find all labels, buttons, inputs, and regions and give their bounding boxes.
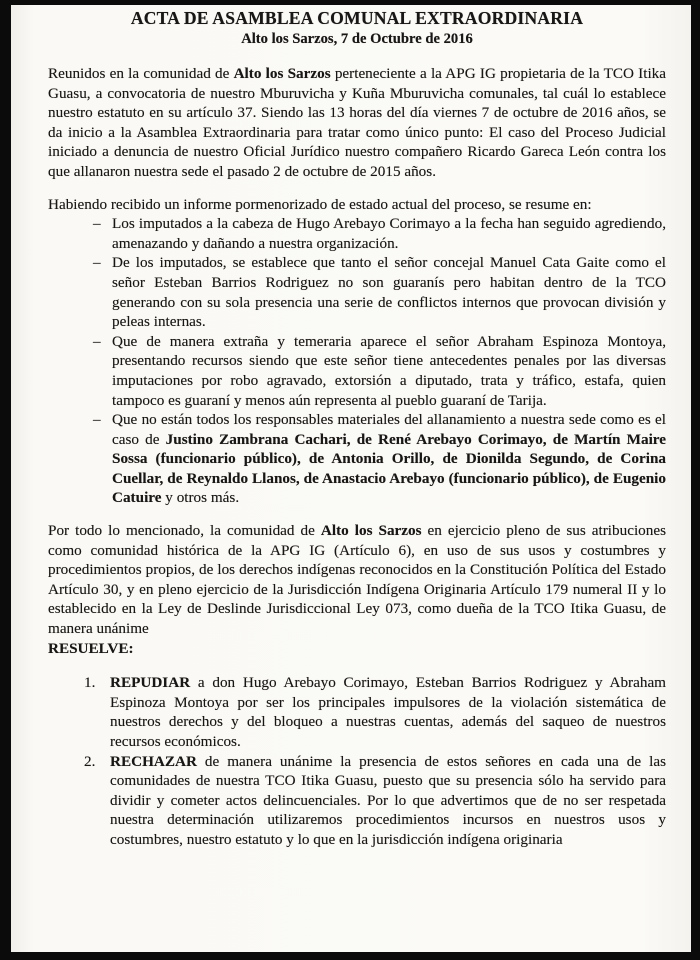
bullet-text [112, 214, 666, 253]
dash-bullet: – [93, 411, 101, 429]
scan-edge-left [0, 0, 11, 960]
paragraph-por-todo [48, 521, 666, 639]
dash-bullet: – [93, 254, 101, 272]
text-run: Justino Zambrana Cachari, de René Arebayo Corimayo, de Martín Maire Sossa (funcionario público), de Antonia Orillo, de Dionilda Segundo, de Corina Cuellar, de Reynaldo Llanos, de Anastacio Arebayo (funcionario público), de Eugenio Catuire [112, 430, 666, 507]
resolutions-list [48, 673, 666, 849]
document-subtitle: Alto los Sarzos, 7 de Octubre de 2016 [241, 31, 473, 47]
paragraph-intro [48, 64, 666, 182]
dash-bullet: – [93, 215, 101, 233]
text-run: Los imputados a la cabeza de Hugo Arebayo Corimayo a la fecha han seguido agrediendo, amenazando y dañando a nuestra organización. [112, 215, 666, 252]
scan-edge-bottom [0, 952, 700, 960]
text-run: RESUELVE: [48, 639, 134, 657]
paragraph-resuelve [48, 639, 666, 659]
text-run: de manera unánime la presencia de estos señores en cada una de las comunidades de nuestra TCO Itika Guasu, puesto que su presencia sólo ha servido para dividir y cometer actos delincuenciales. Por lo que advertimos que de no ser respetada nuestra determinación utilizaremos procedimientos incursos en nuestros usos y costumbres, nuestro estatuto y lo que en la jurisdicción indígena originaria [110, 752, 666, 848]
item-text [110, 752, 666, 850]
document-body [48, 64, 666, 850]
document-content [48, 8, 666, 950]
text-run: Por todo lo mencionado, la comunidad de [48, 522, 321, 540]
numbered-item [48, 752, 666, 850]
text-run: REPUDIAR [110, 674, 191, 692]
bullet-item [48, 253, 666, 331]
bullet-item [48, 332, 666, 410]
item-number: 2. [84, 752, 96, 770]
bullet-text [112, 253, 666, 331]
document-title: ACTA DE ASAMBLEA COMUNAL EXTRAORDINARIA [130, 8, 584, 28]
scan-edge-top [0, 0, 700, 5]
bullet-text [112, 332, 666, 410]
text-run: Que de manera extraña y temeraria aparece el señor Abraham Espinoza Montoya, presentando recursos siendo que este señor tiene antecedentes penales por las diversas imputaciones por robo agravado, extorsión a diputado, trata y tráfico, estafa, quien tampoco es guaraní y menos aún representa al pueblo guaraní de Tarija. [112, 332, 666, 409]
item-text [110, 673, 666, 751]
scan-edge-right [691, 0, 700, 960]
text-run: perteneciente a la APG IG propietaria de la TCO Itika Guasu, a convocatoria de nuestro Mburuvicha y Kuña Mburuvicha comunales, tal cuál lo establece nuestro estatuto en su artículo 37. Siendo las 13 horas del día viernes 7 de octubre de 2016 años, se da inicio a la Asamblea Extraordinaria para tratar como único punto: El caso del Proceso Judicial iniciado a denuncia de nuestro Oficial Jurídico nuestro compañero Ricardo Gareca León contra los que allanaron nuestra sede el pasado 2 de octubre de 2015 años. [48, 65, 666, 180]
text-run: RECHAZAR [110, 752, 197, 770]
informe-bullet-list [48, 214, 666, 508]
text-run: Reunidos en la comunidad de [48, 65, 234, 82]
text-run: De los imputados, se establece que tanto el señor concejal Manuel Cata Gaite como el señor Esteban Barrios Rodriguez no son guaranís pero habitan dentro de la TCO generando con su sola presencia una serie de conflictos internos que provocan división y peleas internas. [112, 254, 666, 331]
text-run: Alto los Sarzos [233, 65, 331, 82]
text-run: a don Hugo Arebayo Corimayo, Esteban Barrios Rodriguez y Abraham Espinoza Montoya por ser los principales impulsores de la violación sistemática de nuestros derechos y del bloqueo a nuestras cuentas, además del saqueo de nuestros recursos económicos. [110, 674, 666, 750]
bullet-text [112, 410, 666, 508]
dash-bullet: – [93, 332, 101, 350]
numbered-item [48, 673, 666, 751]
bullet-item [48, 214, 666, 253]
text-run: Habiendo recibido un informe pormenorizado de estado actual del proceso, se resume en: [48, 195, 592, 213]
bullet-item [48, 410, 666, 508]
text-run: Que no están todos los responsables materiales del allanamiento a nuestra sede como es el caso de [112, 411, 666, 448]
text-run: en ejercicio pleno de sus atribuciones como comunidad histórica de la APG IG (Artículo 6), en uso de sus usos y costumbres y procedimientos propios, de los derechos indígenas reconocidos en la Constitución Política del Estado Artículo 30, y en pleno ejercicio de la Jurisdicción Indígena Originaria Artículo 179 numeral II y lo establecido en la Ley de Deslinde Jurisdiccional Ley 073, como dueña de la TCO Itika Guasu, de manera unánime [48, 522, 666, 638]
paragraph-informe [48, 195, 666, 215]
text-run: y otros más. [161, 489, 240, 507]
text-run: Alto los Sarzos [320, 522, 422, 540]
item-number: 1. [84, 674, 96, 692]
